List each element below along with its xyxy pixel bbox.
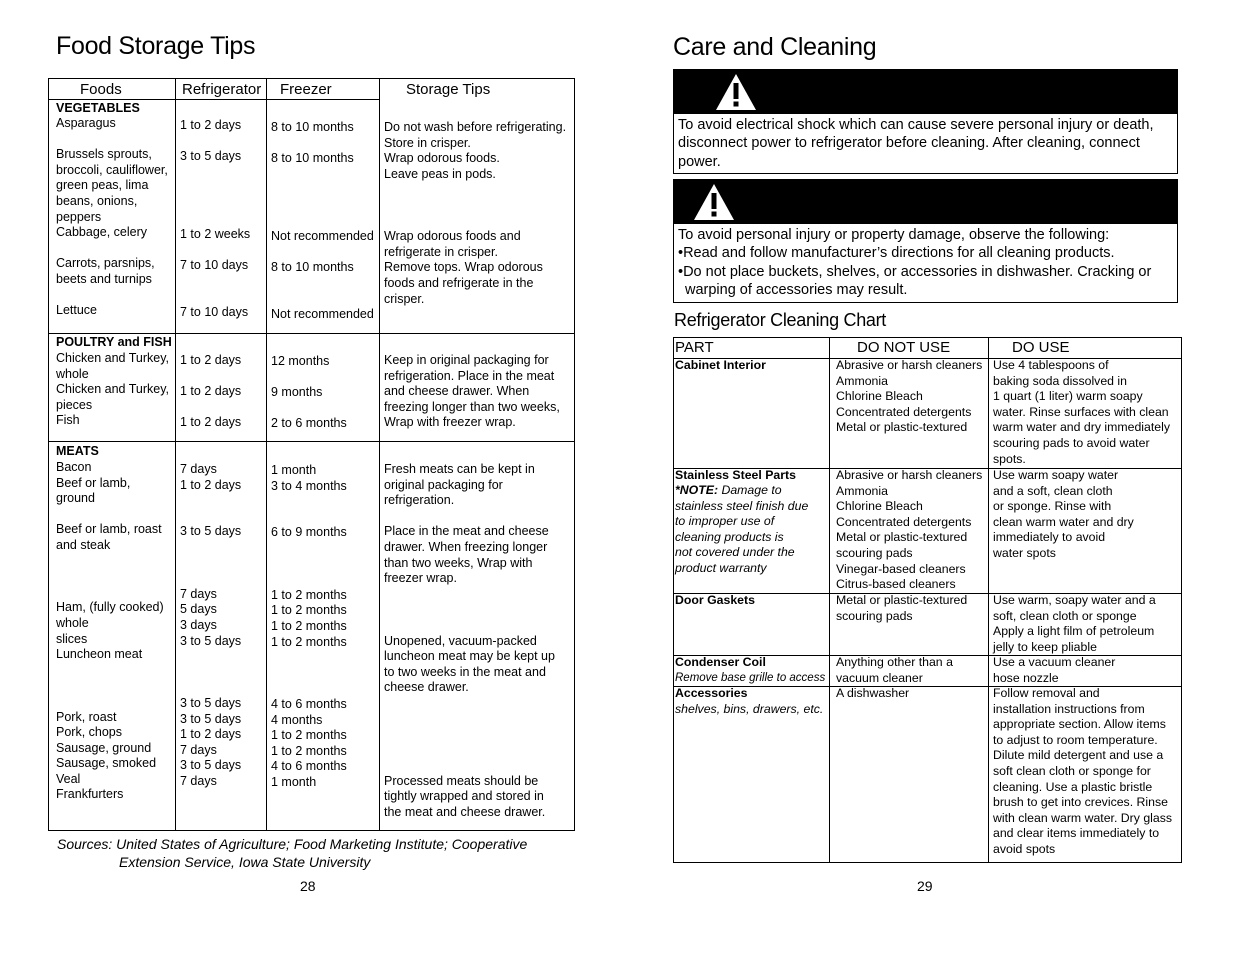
warning-intro: To avoid personal injury or property damage, observe the following: [678, 227, 1110, 243]
meats-foods: Bacon Beef or lamb, ground Beef or lamb, roast and steak Ham, (fully cooked) whole slices Luncheon meat Pork, roast Pork, chops Sausage, ground Sausage, smoked Veal Frankfurters [56, 460, 164, 802]
page-number-left: 28 [300, 878, 316, 894]
header-do-not-use: DO NOT USE [857, 339, 951, 356]
row-do-use: Use a vacuum cleaner hose nozzle [993, 655, 1116, 685]
poultry-fridge: 1 to 2 days 1 to 2 days 1 to 2 days [180, 353, 242, 430]
cleaning-chart [673, 337, 1182, 863]
row-do-not-use: A dishwasher [836, 686, 910, 700]
sources [57, 835, 527, 871]
vegetables-freezer: 8 to 10 months 8 to 10 months Not recommended 8 to 10 months Not recommended [271, 120, 374, 322]
row-part: Accessories [675, 686, 748, 700]
row-do-not-use: Abrasive or harsh cleaners Ammonia Chlorine Bleach Concentrated detergents Metal or plastic-textured [836, 358, 983, 435]
meats-tips: Fresh meats can be kept in original packaging for refrigeration. Place in the meat and cheese drawer. When freezing longer than two weeks, Wrap with freezer wrap. Unopened, vacuum-packed luncheon meat may be kept up to two weeks in the meat and cheese drawer. Processed meats should be tightly wrapped and stored in the meat and cheese drawer. [384, 462, 555, 820]
page-number-right: 29 [917, 878, 933, 894]
vegetables-foods: Asparagus Brussels sprouts, broccoli, cauliflower, green peas, lima beans, onions, peppers Cabbage, celery Carrots, parsnips, beets and turnips Lettuce [56, 116, 168, 318]
row-note: Remove base grille to access [675, 672, 826, 684]
food-storage-table [48, 78, 575, 831]
category-meats: MEATS [56, 444, 99, 458]
header-storage-tips: Storage Tips [406, 81, 491, 98]
note-label: *NOTE: [675, 483, 719, 497]
vegetables-tips: Do not wash before refrigerating. Store in crisper. Wrap odorous foods. Leave peas in pods. Wrap odorous foods and refrigerate in crisper. Remove tops. Wrap odorous foods and refrigerate in the crisper. [384, 120, 567, 306]
warning-bullet-2: •Do not place buckets, shelves, or accessories in dishwasher. Cracking or warping of accessories may result. [678, 263, 1152, 298]
header-foods: Foods [80, 81, 122, 98]
warning-bar [674, 70, 1177, 114]
row-note: Damage to stainless steel finish due to improper use of cleaning products is not covered under the product warranty [675, 483, 809, 575]
warning-bar [674, 180, 1177, 224]
row-do-not-use: Metal or plastic-textured scouring pads [836, 593, 968, 623]
warning-bullet-1: •Read and follow manufacturer’s directions for all cleaning products. [678, 245, 1115, 262]
poultry-freezer: 12 months 9 months 2 to 6 months [271, 354, 347, 431]
row-do-use: Use 4 tablespoons of baking soda dissolved in 1 quart (1 liter) warm soapy water. Rinse surfaces with clean warm water and dry immediately scouring pads to avoid water spots. [993, 358, 1170, 466]
row-part: Door Gaskets [675, 593, 755, 607]
row-part: Cabinet Interior [675, 358, 766, 372]
row-note: shelves, bins, drawers, etc. [675, 702, 824, 716]
poultry-tips: Keep in original packaging for refrigeration. Place in the meat and cheese drawer. When freezing longer than two weeks, Wrap with freezer wrap. [384, 353, 560, 430]
warning-icon [714, 72, 758, 112]
header-freezer: Freezer [280, 81, 332, 98]
row-part: Condenser Coil [675, 655, 766, 669]
row-do-not-use: Anything other than a vacuum cleaner [836, 655, 953, 685]
row-do-use: Use warm soapy water and a soft, clean cloth or sponge. Rinse with clean warm water and dry immediately to avoid water spots [993, 468, 1134, 560]
category-vegetables: VEGETABLES [56, 101, 140, 115]
warning-box-electrical [673, 69, 1178, 174]
row-do-use: Use warm, soapy water and a soft, clean cloth or sponge Apply a light film of petroleum jelly to keep pliable [993, 593, 1156, 654]
category-poultry: POULTRY and FISH [56, 335, 172, 349]
header-part: PART [675, 339, 714, 356]
row-do-use: Follow removal and installation instructions from appropriate section. Allow items to adjust to room temperature. Dilute mild detergent and use a soft clean cloth or sponge for cleaning. Use a plastic bristle brush to get into crevices. Rinse with clean warm water. Dry glass and clear items immediately to avoid spots [993, 686, 1173, 856]
row-part: Stainless Steel Parts [675, 468, 796, 482]
warning-icon [692, 182, 736, 222]
chart-title: Refrigerator Cleaning Chart [674, 310, 887, 330]
poultry-foods: Chicken and Turkey, whole Chicken and Turkey, pieces Fish [56, 351, 170, 428]
page-title: Food Storage Tips [56, 32, 256, 60]
sources-line-1: Sources: United States of Agriculture; Food Marketing Institute; Cooperative [57, 836, 528, 852]
page-title-right: Care and Cleaning [673, 33, 877, 61]
warning-box-damage [673, 179, 1178, 303]
sources-line-2: Extension Service, Iowa State University [119, 854, 371, 870]
vegetables-fridge: 1 to 2 days 3 to 5 days 1 to 2 weeks 7 to 10 days 7 to 10 days [180, 118, 251, 320]
meats-fridge: 7 days 1 to 2 days 3 to 5 days 7 days 5 days 3 days 3 to 5 days 3 to 5 days 3 to 5 days 1 to 2 days 7 days 3 to 5 days 7 days [180, 462, 242, 788]
header-refrigerator: Refrigerator [182, 81, 262, 98]
header-do-use: DO USE [1012, 339, 1070, 356]
row-do-not-use: Abrasive or harsh cleaners Ammonia Chlorine Bleach Concentrated detergents Metal or plastic-textured scouring pads Vinegar-based cleaners Citrus-based cleaners [836, 468, 983, 592]
meats-freezer: 1 month 3 to 4 months 6 to 9 months 1 to 2 months 1 to 2 months 1 to 2 months 1 to 2 months 4 to 6 months 4 months 1 to 2 months 1 to 2 months 4 to 6 months 1 month [271, 463, 347, 789]
warning-text-electrical: To avoid electrical shock which can cause severe personal injury or death, disconnect power to refrigerator before cleaning. After cleaning, connect power. [678, 117, 1154, 170]
